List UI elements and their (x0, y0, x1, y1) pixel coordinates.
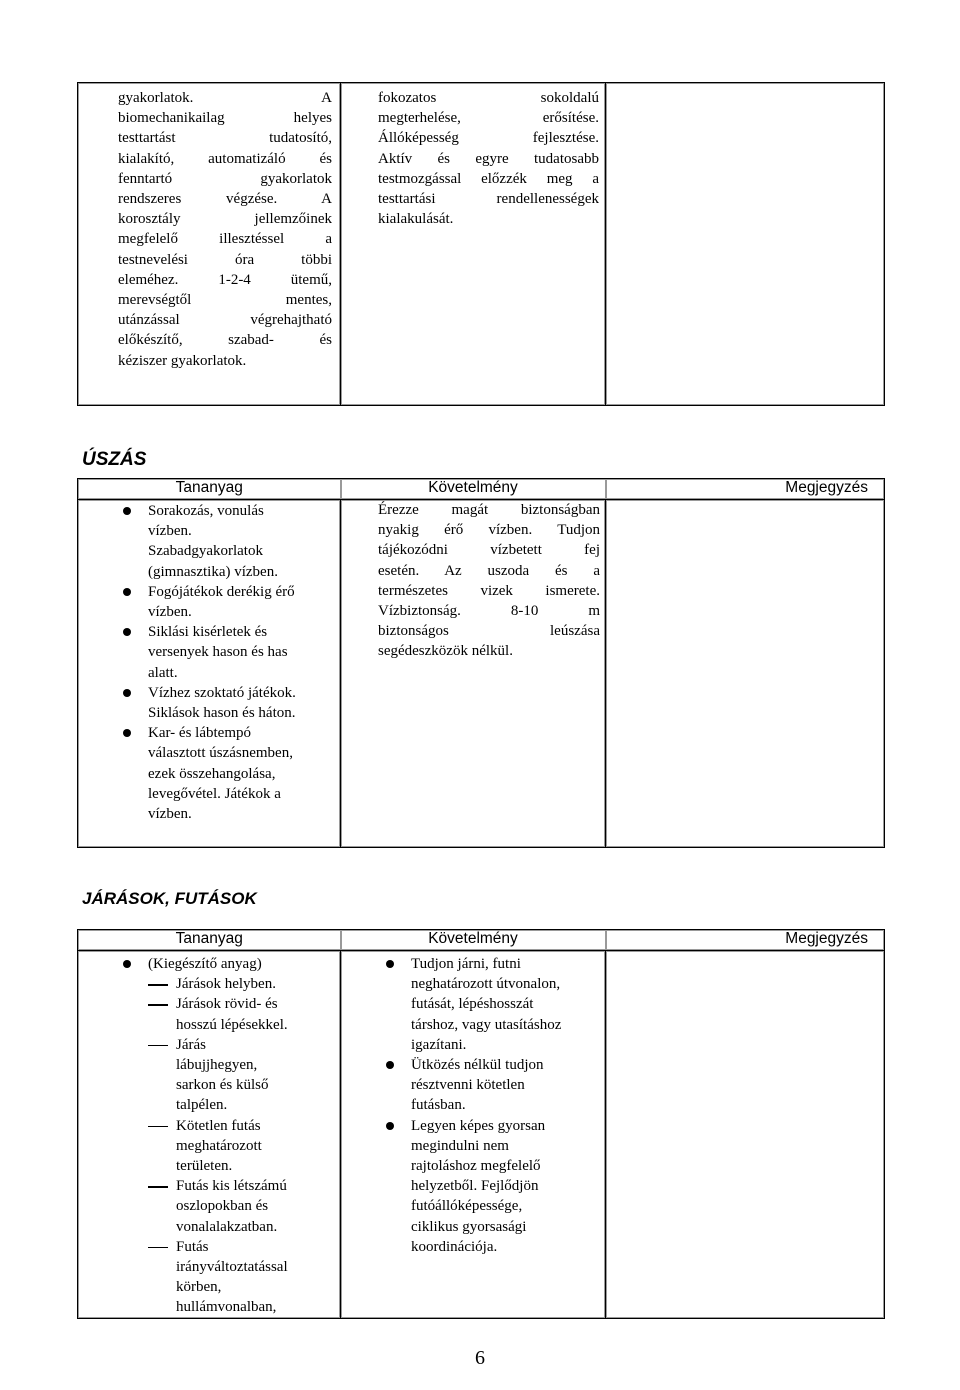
text-line: természetes vizek ismerete. (378, 582, 600, 599)
jarasok-tananyag-cell (78, 951, 341, 1319)
list-item: Kar- és lábtempó választott úszásnemben, ezek összehangolása, levegővétel. Játékok a vízben. (78, 723, 300, 824)
uszas-tananyag-list (78, 501, 300, 824)
jarasok-tananyag-sublist (78, 974, 320, 1317)
uszas-megjegyzes-cell (606, 500, 885, 848)
text-line: megterhelése, erősítése. (378, 110, 599, 127)
jarasok-header-kovetelmeny: Követelmény (341, 930, 606, 951)
text-line: nyakig érő vízben. Tudjon (378, 522, 600, 539)
top-table (77, 82, 885, 406)
top-col3-cell (606, 83, 885, 406)
jarasok-tananyag-main (78, 954, 320, 974)
text-line: gyakorlatok. A (118, 90, 332, 106)
jarasok-kovetelmeny-cell (341, 951, 606, 1319)
list-item: Járás lábujjhegyen, sarkon és külső talpélen. (78, 1035, 290, 1116)
jarasok-header-tananyag: Tananyag (78, 930, 341, 951)
list-item: Járások rövid- és hosszú lépésekkel. (78, 994, 290, 1034)
text-line: segédeszközök nélkül. (378, 643, 513, 660)
section-title-uszas: ÚSZÁS (82, 449, 147, 470)
uszas-kovetelmeny-cell (341, 500, 606, 848)
text-line: kéziszer gyakorlatok. (118, 352, 247, 369)
text-line: Érezze magát biztonságban (378, 502, 600, 518)
list-item: (Kiegészítő anyag) (78, 954, 320, 974)
page-number: 6 (475, 1347, 485, 1369)
text-line: rendszeres végzése. A (118, 191, 332, 208)
list-item: Legyen képes gyorsan megindulni nem rajtoláshoz megfelelő helyzetből. Fejlődjön futóállóképessége, ciklikus gyorsasági koordinációja. (341, 1116, 565, 1257)
list-item: Ütközés nélkül tudjon résztvenni kötetlen futásban. (341, 1055, 565, 1116)
text-line: kialakító, automatizáló és (118, 150, 332, 167)
list-item: Vízhez szoktató játékok. Siklások hason és háton. (78, 683, 300, 723)
list-item: Sorakozás, vonulás vízben. Szabadgyakorlatok (gimnasztika) vízben. (78, 501, 300, 582)
jarasok-kovetelmeny-list (341, 954, 565, 1257)
text-line: utánzással végrehajtható (118, 312, 332, 329)
section-title-jarasok: JÁRÁSOK, FUTÁSOK (82, 889, 257, 908)
list-item: Kötetlen futás meghatározott területen. (78, 1116, 290, 1177)
text-line: előkészítő, szabad- és (118, 332, 332, 349)
text-line: megfelelő illesztéssel a (118, 231, 332, 248)
jarasok-megjegyzes-cell (606, 951, 885, 1319)
text-line: Állóképesség fejlesztése. (378, 130, 599, 147)
text-line: fenntartó gyakorlatok (118, 170, 332, 187)
list-item: Futás kis létszámú oszlopokban és vonalalakzatban. (78, 1176, 290, 1237)
text-line: biztonságos leúszása (378, 623, 600, 640)
text-line: testmozgással előzzék meg a (378, 170, 599, 187)
text-line: biomechanikailag helyes (118, 110, 332, 127)
text-line: testtartási rendellenességek (378, 191, 599, 208)
text-line: merevségtől mentes, (118, 292, 332, 309)
text-line: Aktív és egyre tudatosabb (378, 150, 599, 167)
text-line: fokozatos sokoldalú (378, 90, 599, 106)
top-col2-cell (341, 83, 606, 406)
top-col1-text (118, 88, 332, 371)
list-item: Járások helyben. (78, 974, 290, 994)
uszas-kovetelmeny-text (378, 500, 600, 662)
text-line: Vízbiztonság. 8-10 m (378, 603, 600, 620)
uszas-header-megjegyzes: Megjegyzés (606, 479, 885, 500)
uszas-header-kovetelmeny: Követelmény (341, 479, 606, 500)
text-line: eleméhez. 1-2-4 ütemű, (118, 271, 332, 288)
text-line: korosztály jellemzőinek (118, 211, 332, 228)
list-item: Fogójátékok derékig érő vízben. (78, 582, 300, 622)
text-line: tájékozódni vízbetett fej (378, 542, 600, 559)
top-col2-text (378, 88, 599, 229)
text-line: testnevelési óra többi (118, 251, 332, 268)
jarasok-header-megjegyzes: Megjegyzés (606, 930, 885, 951)
list-item: Futás irányváltoztatással körben, hullámvonalban, (78, 1237, 290, 1318)
text-line: testtartást tudatosító, (118, 130, 332, 147)
text-line: kialakulását. (378, 211, 454, 228)
uszas-header-tananyag: Tananyag (78, 479, 341, 500)
top-col1-cell (78, 83, 341, 406)
uszas-table (77, 478, 885, 848)
text-line: esetén. Az uszoda és a (378, 562, 600, 579)
list-item: Siklási kisérletek és versenyek hason és has alatt. (78, 622, 300, 683)
jarasok-table (77, 929, 885, 1319)
list-item: Tudjon járni, futni neghatározott útvonalon, futását, lépéshosszát társhoz, vagy utasításhoz igazítani. (341, 954, 565, 1055)
uszas-tananyag-cell (78, 500, 341, 848)
